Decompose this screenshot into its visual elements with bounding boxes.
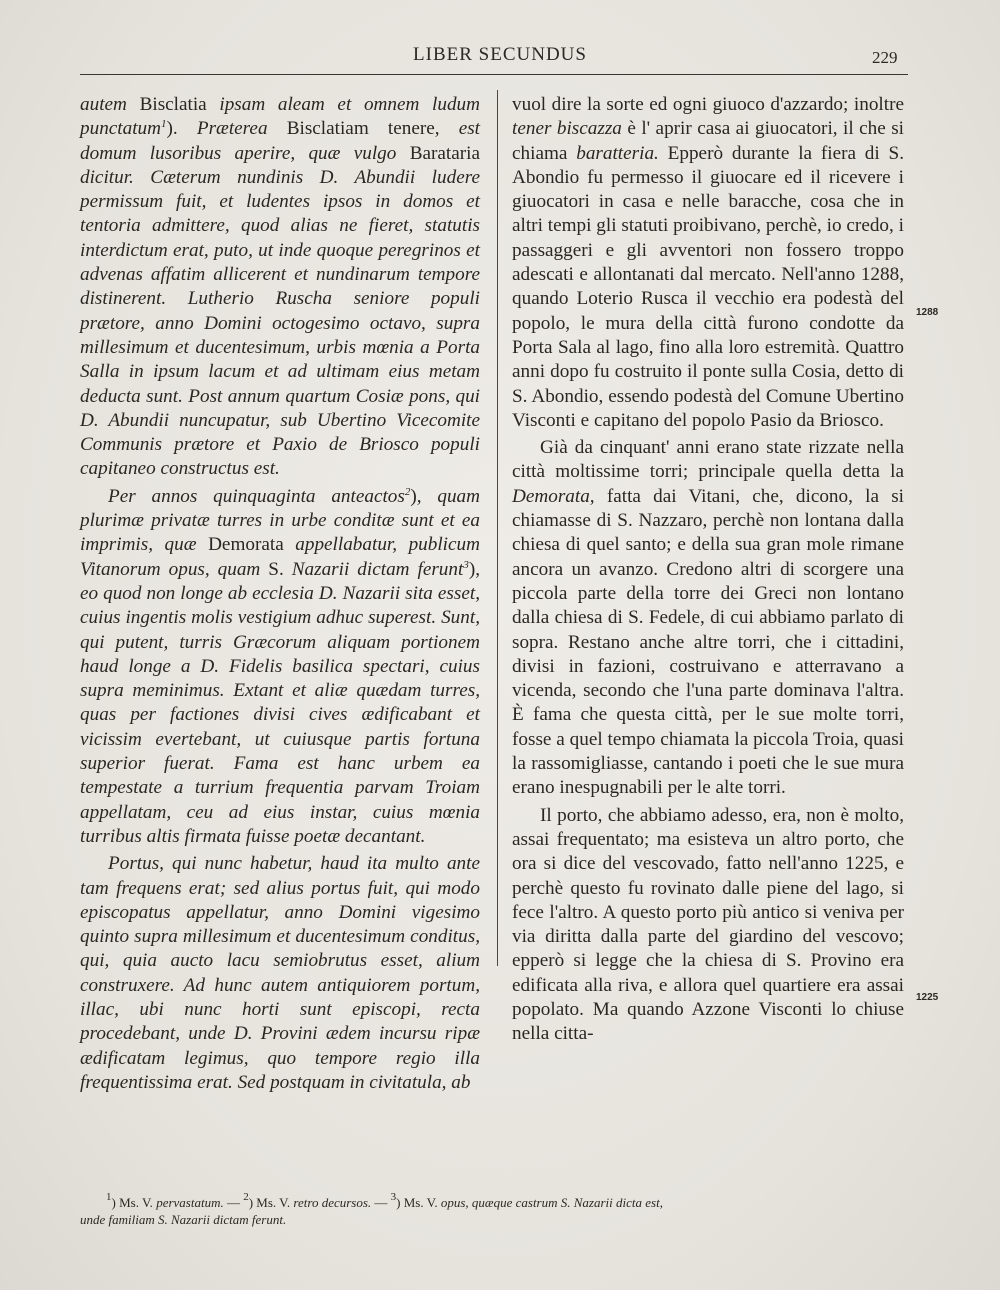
text-run: ) Ms. V. [111, 1195, 157, 1210]
italian-paragraph-1 [512, 93, 904, 433]
text-run: Demorata, [512, 485, 607, 507]
text-run: — [223, 1195, 244, 1210]
italian-paragraph-3 [512, 804, 904, 1047]
footnote-line-1 [80, 1191, 908, 1211]
header-rule [80, 74, 908, 75]
italian-paragraph-2 [512, 436, 904, 800]
latin-paragraph-3 [80, 852, 480, 1095]
text-run: ) Ms. V. [248, 1195, 294, 1210]
text-run: Epperò durante la fiera di S. Abondio fu permesso il giuocare ed il ricevere i giuocatori in casa e nelle baracche, cosa che in altri tempi gli statuti proibivano, perchè, io credo, i passaggeri e gli avventori non fossero troppo adescati e allontanati dal mercato. Nell'anno 1288, quando Loterio Rusca il vecchio era podestà del popolo, le mura della città furono condotte da Porta Sala al lago, fino alla loro estremità. Quattro anni dopo fu costruito il ponte sulla Cosia, detto di S. Abondio, essendo podestà del Comune Ubertino Visconti e capitano del popolo Pasio da Briosco. [512, 142, 904, 431]
text-run: eo quod non longe ab ecclesia D. Nazarii sita esset, cuius ingentis molis vestigium adhuc superest. Sunt, qui putent, turris Græcorum aliquam portionem haud longe a D. Fidelis basilica spectari, cuius supra meminimus. Extant et aliæ quædam turres, quas per factiones divisi cives ædificabant et vicissim evertebant, ut cuiusque partis fortuna superior fuerat. Fama est hanc urbem ea tempestate a turrium frequentia parvam Troiam appellatam, ceu ad eius instar, cuius mœnia turribus altis firmata fuisse poetæ decantant. [80, 582, 480, 847]
text-run: Barataria [409, 142, 480, 164]
text-run: retro decursos. [293, 1195, 372, 1210]
text-run: Per annos quinquaginta anteactos [108, 485, 405, 507]
text-run: — [371, 1195, 391, 1210]
footnotes [80, 1191, 908, 1228]
page-number: 229 [872, 48, 898, 67]
column-divider [497, 90, 498, 966]
footnote-marker: 2 [243, 1191, 249, 1203]
text-run: pervastatum. [156, 1195, 224, 1210]
text-run: quam plurimæ privatæ turres in urbe conditæ sunt et ea imprimis, quæ [80, 485, 480, 556]
text-run: autem [80, 94, 140, 115]
running-title: LIBER SECUNDUS [413, 44, 587, 65]
text-run: Bisclatia [139, 94, 220, 115]
text-run: vuol dire la sorte ed ogni giuoco d'azzardo; inoltre [512, 94, 904, 115]
footnote-marker: 2 [404, 485, 411, 498]
text-run: ), [410, 485, 438, 507]
text-run: ipsam aleam et omnem ludum punctatum [80, 94, 480, 140]
text-run: est domum lusoribus aperire, quæ vulgo [80, 118, 481, 164]
text-run: Demorata [208, 534, 296, 556]
text-run: S. [268, 558, 292, 580]
text-run: dicitur. Cæterum nundinis D. Abundii ludere permissum fuit, et ludentes ipsos in domos et tentoria admittere, quod alias ne fieret, statutis interdictum erat, puto, ut inde quoque peregrinos et advenas affatim allicerent et nundinarum tempore distinerent. Lutherio Ruscha seniore populi prætore, anno Domini octogesimo octavo, supra millesimum et ducentesimum, urbis mœnia a Porta Salla in ipsum lacum et ad ultimam eius metam deducta sunt. Post annum quartum Cosiæ pons, qui D. Abundii nuncupatur, sub Ubertino Vicecomite Communis prætore et Paxio de Briosco populi capitaneo constructus est. [80, 166, 480, 480]
text-run: fatta dai Vitani, che, dicono, la si chiamasse di S. Nazzaro, perchè non lontana dalla chiesa di quel santo; e della sua gran mole rimane ancora un avanzo. Credono altri di scorgere una piccola parte della torre dei Greci non lontano dalla chiesa di S. Fedele, di cui abbiamo parlato di sopra. Restano anche altre torri, che i cittadini, divisi in fazioni, costruivano e atterravano a vicenda, secondo che l'una parte dominava l'altra. È fama che questa città, per le sue molte torri, fosse a quel tempo chiamata la piccola Troia, quasi la rassomigliasse, cantando i poeti che le sue mura erano inespugnabili per le alte torri. [512, 485, 904, 799]
text-run: Nazarii dictam ferunt [291, 558, 464, 580]
latin-paragraph-2 [80, 485, 480, 849]
latin-column [80, 93, 480, 1095]
text-run: Il porto, che abbiamo adesso, era, non è molto, assai frequentato; ma esisteva un altro porto, che ora si dice del vescovado, fatto nell'anno 1225, e perchè questo fu rovinato dalle piene del lago, si fece l'altro. A questo porto più antico si veniva per via diritta dalla parte del giardino del vescovo; epperò si legge che la chiesa di S. Provino era edificata alla riva, e allora quel quartiere era assai popolato. Ma quando Azzone Visconti lo chiuse nella citta- [512, 804, 904, 1045]
text-run: ) Ms. V. [396, 1195, 441, 1210]
text-run: è l' aprir casa ai giuocatori, il che si chiama [512, 118, 904, 164]
footnote-marker: 3 [390, 1191, 397, 1203]
text-run: opus, quæque castrum S. Nazarii dicta est, [440, 1195, 663, 1210]
text-run: Già da cinquant' anni erano state rizzate nella città moltissime torri; principale quella detta la [512, 437, 904, 483]
footnote-marker: 1 [161, 118, 167, 131]
latin-paragraph-1 [80, 93, 480, 482]
text-run: Bisclatiam tenere, [286, 118, 459, 140]
text-run: Præterea [196, 118, 287, 140]
italian-column [512, 93, 904, 1047]
margin-year-1225: 1225 [916, 992, 939, 1003]
text-run: ). [166, 118, 197, 140]
text-run: ), [468, 558, 481, 580]
text-run: tener biscazza [512, 118, 628, 140]
text-run: appellabatur, publicum Vitanorum opus, quam [80, 534, 480, 580]
margin-year-1288: 1288 [916, 307, 939, 318]
footnote-marker: 1 [106, 1191, 112, 1203]
text-run: baratteria. [576, 142, 668, 164]
text-run: Portus, qui nunc habetur, haud ita multo ante tam frequens erat; sed alius portus fuit, qui modo episcopatus appellatur, anno Domini vigesimo quinto supra millesimum et ducentesimum conditus, qui, quia aucto lacu semiobrutus esset, alium construxere. Ad hunc autem antiquiorem portum, illac, ubi nunc horti sunt episcopi, recta procedebant, unde D. Provini ædem incursu ripæ ædificatam legimus, quo tempore regio illa frequentissima erat. Sed postquam in civitatula, ab [80, 853, 480, 1093]
footnote-marker: 3 [463, 558, 469, 571]
footnote-line-2: unde familiam S. Nazarii dictam ferunt. [80, 1212, 287, 1227]
